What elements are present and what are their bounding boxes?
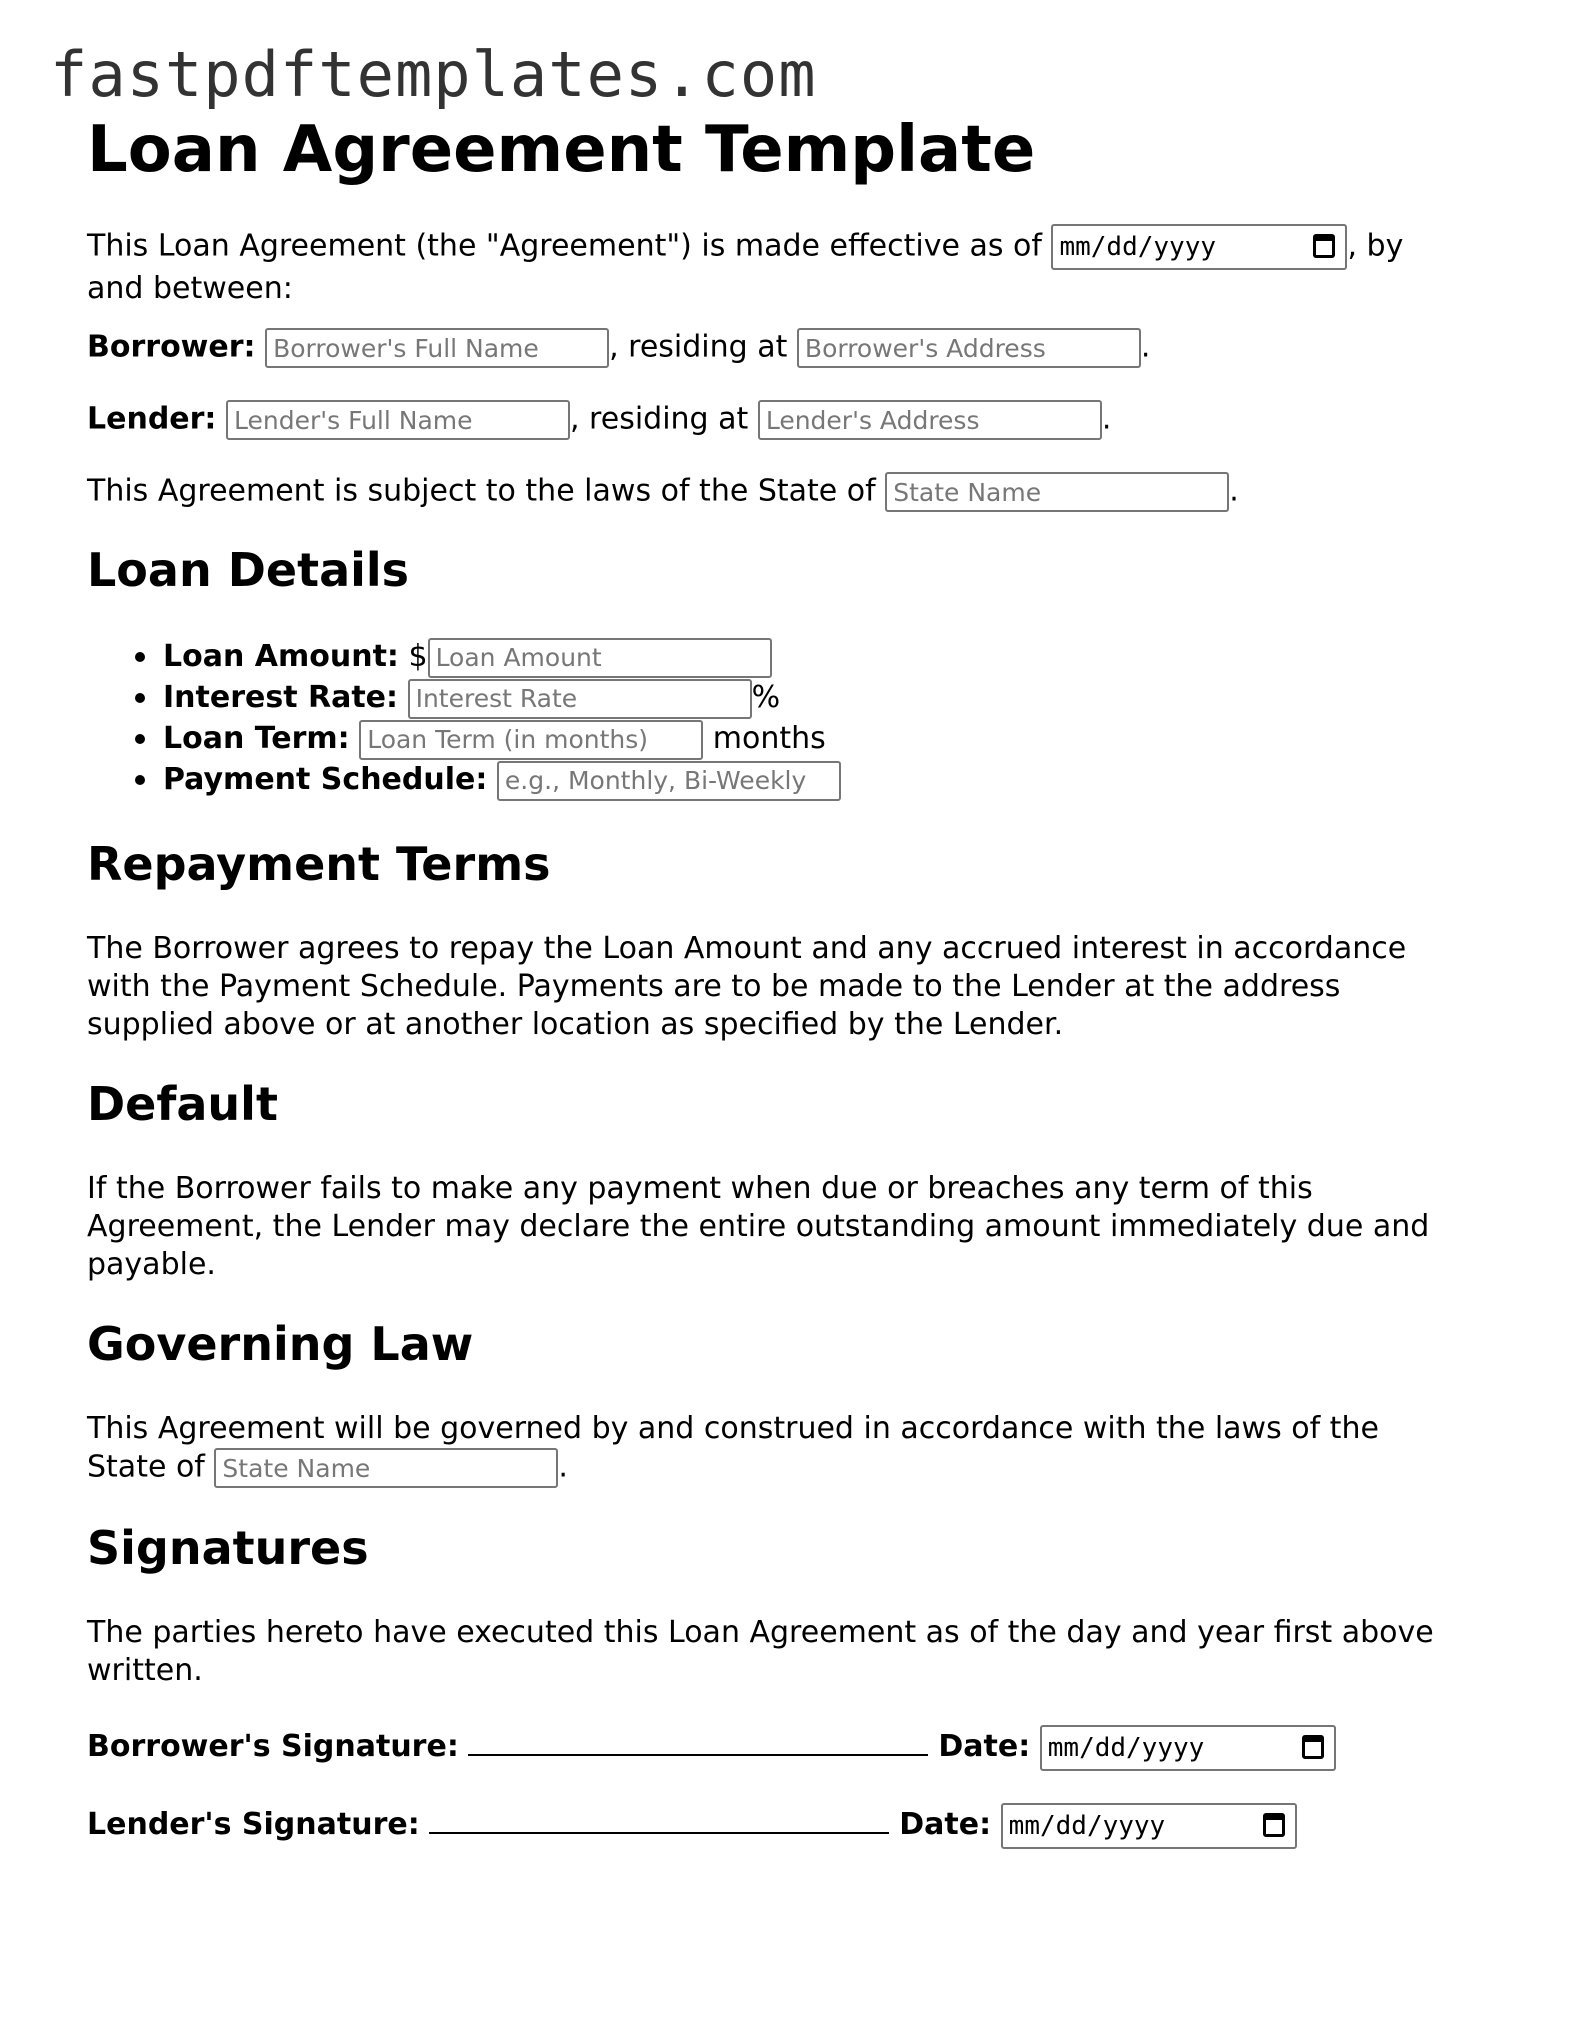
date-placeholder: mm/dd/yyyy xyxy=(1047,1732,1205,1763)
period: . xyxy=(1229,473,1239,509)
intro-paragraph xyxy=(87,224,1487,308)
borrower-line xyxy=(87,328,1487,366)
signatures-line-2: written. xyxy=(87,1653,203,1688)
calendar-icon[interactable] xyxy=(1302,1735,1324,1759)
date-placeholder: mm/dd/yyyy xyxy=(1059,232,1217,262)
state-text: This Agreement is subject to the laws of the State of xyxy=(87,473,876,509)
calendar-icon[interactable] xyxy=(1263,1813,1285,1837)
default-line-2: Agreement, the Lender may declare the entire outstanding amount immediately due and xyxy=(87,1209,1430,1244)
effective-date-field[interactable] xyxy=(1051,224,1347,270)
governing-line-1: This Agreement will be governed by and construed in accordance with the laws of the xyxy=(87,1411,1379,1446)
payment-schedule-label: Payment Schedule: xyxy=(163,762,488,797)
period: . xyxy=(1140,329,1151,365)
list-item-payment-schedule xyxy=(163,759,1487,800)
borrower-label: Borrower: xyxy=(87,329,256,365)
loan-term-input[interactable] xyxy=(359,720,703,760)
intro-by: , by xyxy=(1347,228,1404,264)
signatures-line-1: The parties hereto have executed this Loan Agreement as of the day and year first above xyxy=(87,1615,1434,1650)
default-heading: Default xyxy=(87,1077,278,1131)
loan-details-heading: Loan Details xyxy=(87,543,410,597)
date-label: Date: xyxy=(899,1807,992,1842)
percent-sign: % xyxy=(751,680,781,715)
payment-schedule-input[interactable] xyxy=(497,761,841,801)
default-text xyxy=(87,1170,1487,1284)
residing-text: , residing at xyxy=(569,401,749,437)
borrower-date-field[interactable] xyxy=(1040,1725,1336,1771)
signatures-text xyxy=(87,1614,1487,1690)
intro-text: This Loan Agreement (the "Agreement") is made effective as of xyxy=(87,228,1042,264)
date-label: Date: xyxy=(938,1729,1031,1764)
repayment-line-2: with the Payment Schedule. Payments are to be made to the Lender at the address xyxy=(87,969,1341,1004)
governing-law-text xyxy=(87,1410,1487,1488)
interest-rate-label: Interest Rate: xyxy=(163,680,399,715)
lender-address-input[interactable] xyxy=(758,400,1102,440)
residing-text: , residing at xyxy=(609,329,788,365)
repayment-line-3: supplied above or at another location as specified by the Lender. xyxy=(87,1007,1064,1042)
lender-line xyxy=(87,400,1487,438)
loan-term-label: Loan Term: xyxy=(163,721,350,756)
document-body xyxy=(87,110,1487,1878)
period: . xyxy=(1101,401,1112,437)
list-item-loan-amount xyxy=(163,636,1487,677)
loan-amount-input[interactable] xyxy=(428,638,772,678)
state-line xyxy=(87,472,1487,510)
state-input[interactable] xyxy=(885,472,1229,512)
lender-label: Lender: xyxy=(87,401,217,437)
interest-rate-input[interactable] xyxy=(408,679,752,719)
borrower-signature-label: Borrower's Signature: xyxy=(87,1729,459,1764)
dollar-sign: $ xyxy=(408,639,428,674)
repayment-text xyxy=(87,930,1487,1044)
period: . xyxy=(558,1449,568,1485)
date-placeholder: mm/dd/yyyy xyxy=(1008,1810,1166,1841)
loan-amount-label: Loan Amount: xyxy=(163,639,399,674)
intro-between: and between: xyxy=(87,271,293,306)
list-item-interest-rate xyxy=(163,677,1487,718)
borrower-name-input[interactable] xyxy=(265,328,609,368)
borrower-signature-line[interactable] xyxy=(468,1722,928,1756)
default-line-1: If the Borrower fails to make any payment when due or breaches any term of this xyxy=(87,1171,1313,1206)
calendar-icon[interactable] xyxy=(1313,234,1335,258)
lender-name-input[interactable] xyxy=(226,400,570,440)
default-line-3: payable. xyxy=(87,1247,216,1282)
borrower-signature-row xyxy=(87,1722,1487,1768)
lender-date-field[interactable] xyxy=(1001,1803,1297,1849)
governing-line-2: State of xyxy=(87,1449,205,1485)
lender-signature-line[interactable] xyxy=(429,1800,889,1834)
list-item-loan-term xyxy=(163,718,1487,759)
governing-law-heading: Governing Law xyxy=(87,1317,474,1371)
lender-signature-row xyxy=(87,1800,1487,1846)
borrower-address-input[interactable] xyxy=(797,328,1141,368)
governing-state-input[interactable] xyxy=(214,1448,558,1488)
repayment-heading: Repayment Terms xyxy=(87,837,551,891)
months-text: months xyxy=(712,721,826,756)
loan-details-list xyxy=(87,636,1487,800)
watermark: fastpdftemplates.com xyxy=(50,38,817,111)
signatures-heading: Signatures xyxy=(87,1521,369,1575)
lender-signature-label: Lender's Signature: xyxy=(87,1807,420,1842)
repayment-line-1: The Borrower agrees to repay the Loan Amount and any accrued interest in accordance xyxy=(87,931,1407,966)
page-title: Loan Agreement Template xyxy=(87,113,1036,187)
